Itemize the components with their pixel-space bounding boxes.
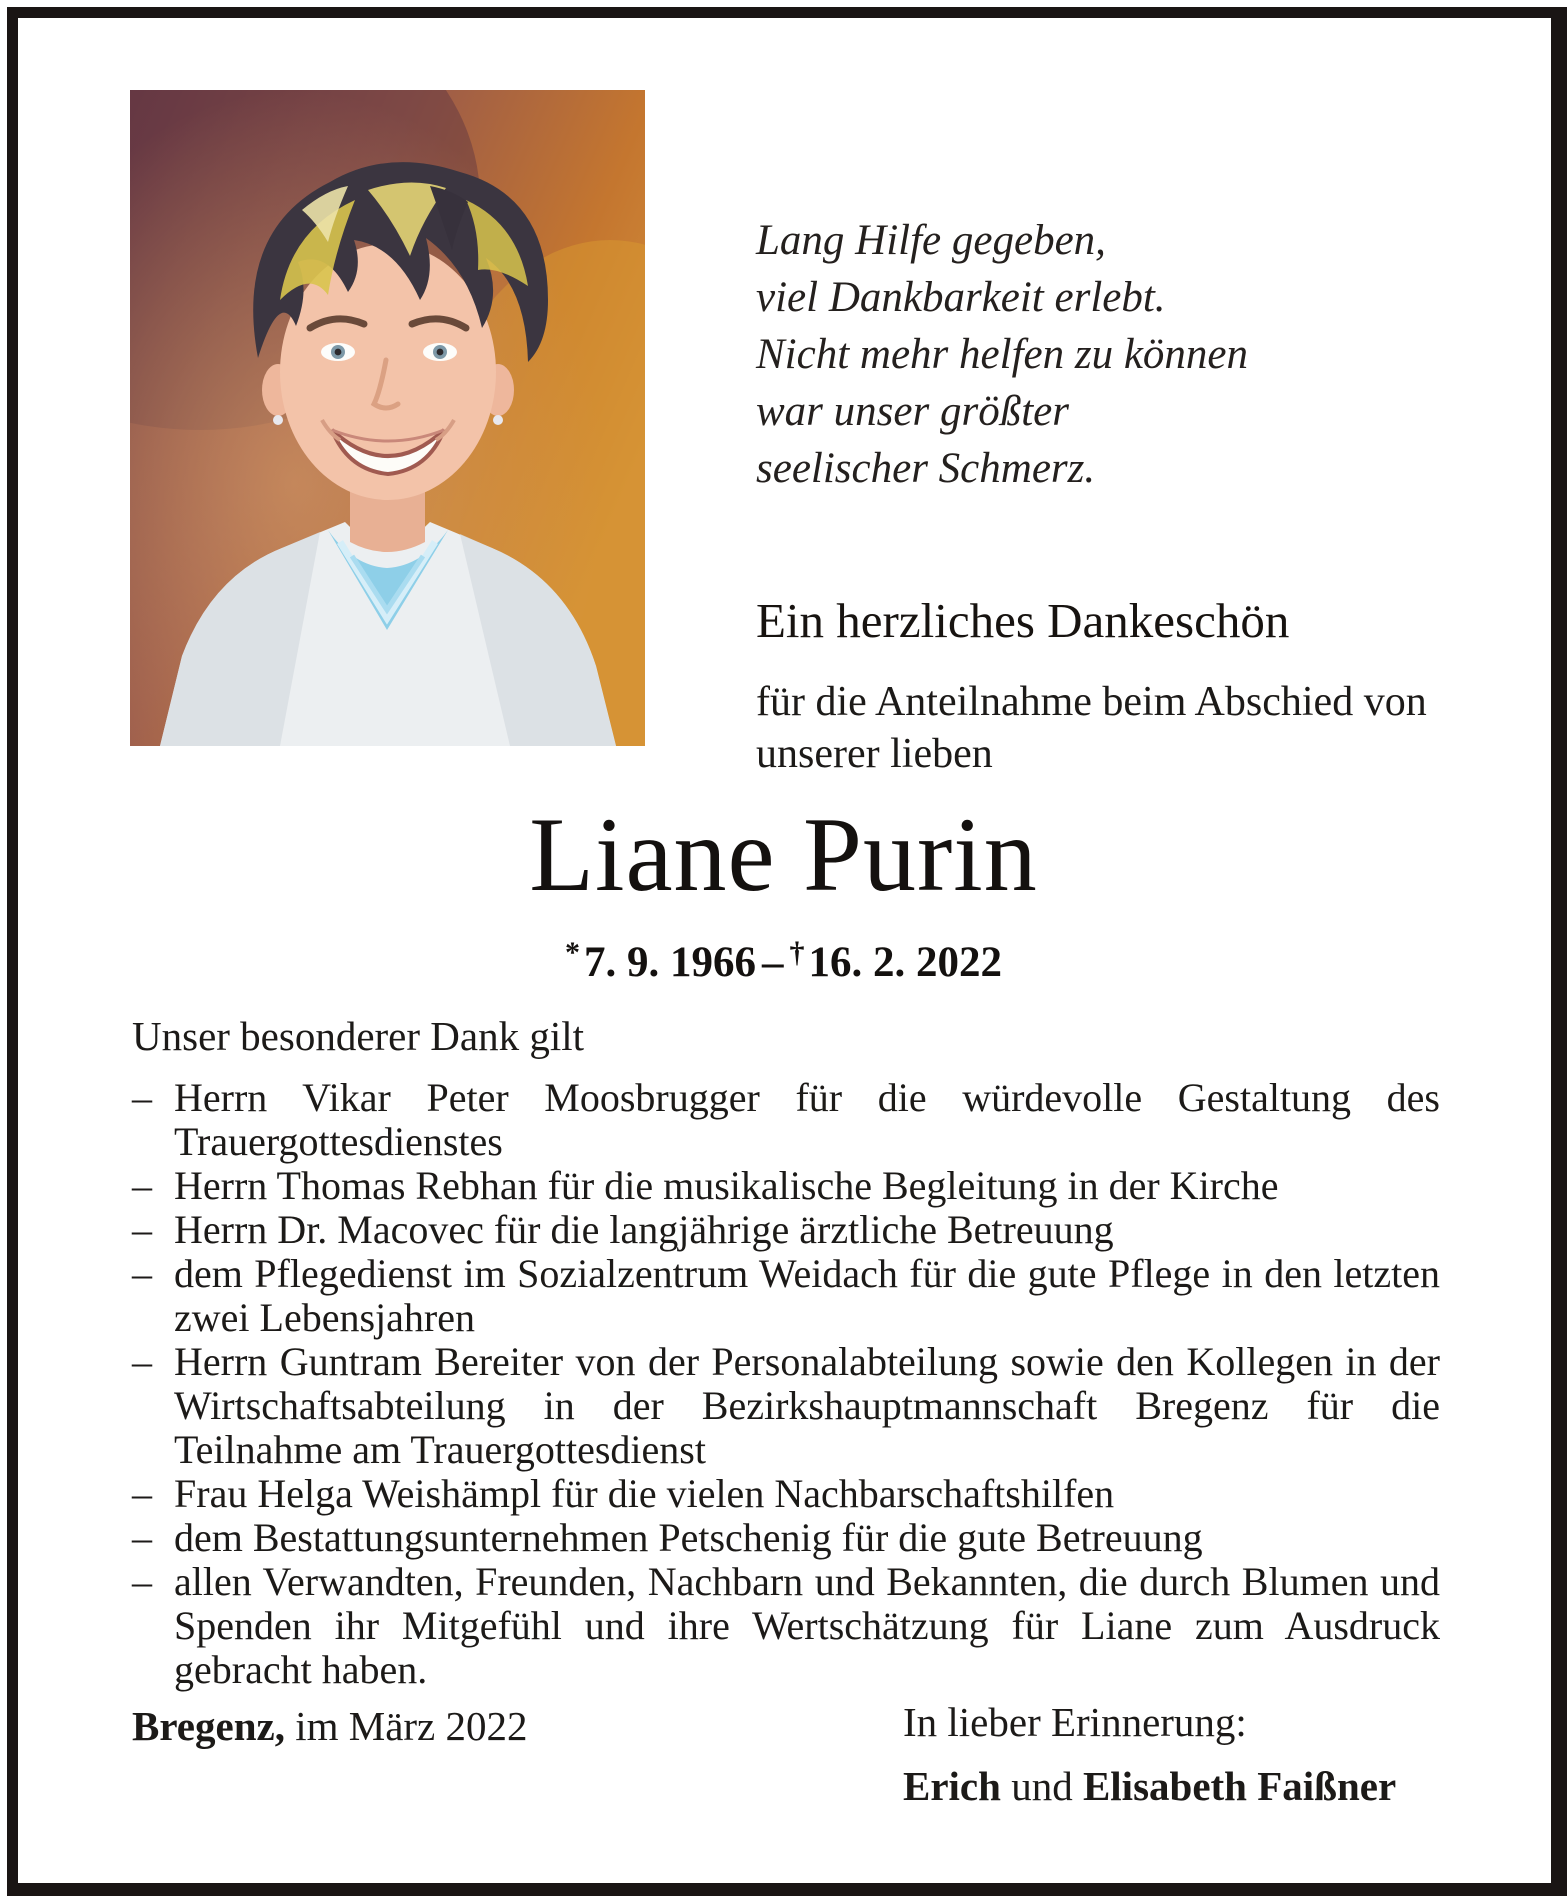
thanks-item [132,1076,1440,1164]
dates-separator: – [762,939,784,986]
quote-line: viel Dankbarkeit erlebt. [756,274,1166,321]
thanks-item [132,1516,1440,1560]
list-dash: – [132,1559,152,1604]
portrait-photo [130,90,645,746]
thanks-item [132,1164,1440,1208]
list-dash: – [132,1207,152,1252]
thanks-intro [756,676,1427,780]
memory-label: In lieber Erinnerung: [903,1699,1247,1745]
thanks-item [132,1208,1440,1252]
list-dash: – [132,1251,152,1296]
thanks-item [132,1340,1440,1472]
thanks-item-text: Frau Helga Weishämpl für die vielen Nachbarschaftshilfen [174,1471,1115,1516]
thanks-item-text: Herrn Vikar Peter Moosbrugger für die würdevolle Gestaltung des Trauergottesdienstes [174,1075,1440,1164]
list-dash: – [132,1075,152,1120]
closing-place-date [132,1702,528,1750]
quote-line: seelischer Schmerz. [756,445,1096,492]
thanks-list-intro: Unser besonderer Dank gilt [132,1013,585,1059]
memory-name-elisabeth: Elisabeth Faißner [1082,1763,1397,1809]
quote-line: Nicht mehr helfen zu können [756,331,1249,378]
thanks-item-text: dem Bestattungsunternehmen Petschenig für die gute Betreuung [174,1515,1203,1560]
thanks-item-text: Herrn Guntram Bereiter von der Personalabteilung sowie den Kollegen in der Wirtschaftsabteilung in der Bezirkshauptmannschaft Bregenz für die Teilnahme am Trauergottesdienst [174,1339,1440,1472]
birth-date: 7. 9. 1966 [584,939,756,986]
list-dash: – [132,1339,152,1384]
birth-star-symbol: * [565,936,580,969]
thanks-list [132,1076,1440,1692]
portrait-illustration [130,90,645,746]
intro-line: für die Anteilnahme beim Abschied von [756,679,1427,725]
quote-line: Lang Hilfe gegeben, [756,217,1106,264]
closing-date: im März 2022 [295,1703,528,1749]
thanks-item-text: dem Pflegedienst im Sozialzentrum Weidach für die gute Pflege in den letzten zwei Lebensjahren [174,1251,1440,1340]
memory-conjunction: und [1011,1763,1073,1809]
list-dash: – [132,1471,152,1516]
thanks-title: Ein herzliches Dankeschön [756,593,1290,648]
thanks-item-text: Herrn Thomas Rebhan für die musikalische Begleitung in der Kirche [174,1163,1279,1208]
death-cross-symbol: † [789,936,805,969]
intro-line: unserer lieben [756,731,993,777]
death-date: 16. 2. 2022 [808,939,1002,986]
list-dash: – [132,1163,152,1208]
thanks-item-text: Herrn Dr. Macovec für die langjährige ärztliche Betreuung [174,1207,1114,1252]
thanks-item [132,1472,1440,1516]
memory-names [903,1762,1396,1810]
thanks-item [132,1560,1440,1692]
thanks-item-text: allen Verwandten, Freunden, Nachbarn und Bekannten, die durch Blumen und Spenden ihr Mitgefühl und ihre Wertschätzung für Liane zum Ausdruck gebracht haben. [174,1559,1440,1692]
closing-city: Bregenz, [132,1703,285,1749]
list-dash: – [132,1515,152,1560]
deceased-name: Liane Purin [529,796,1038,913]
thanks-item [132,1252,1440,1340]
memory-name-erich: Erich [903,1763,1001,1809]
quote-line: war unser größter [756,388,1069,435]
memorial-quote [756,212,1248,497]
deceased-dates [0,936,1567,987]
